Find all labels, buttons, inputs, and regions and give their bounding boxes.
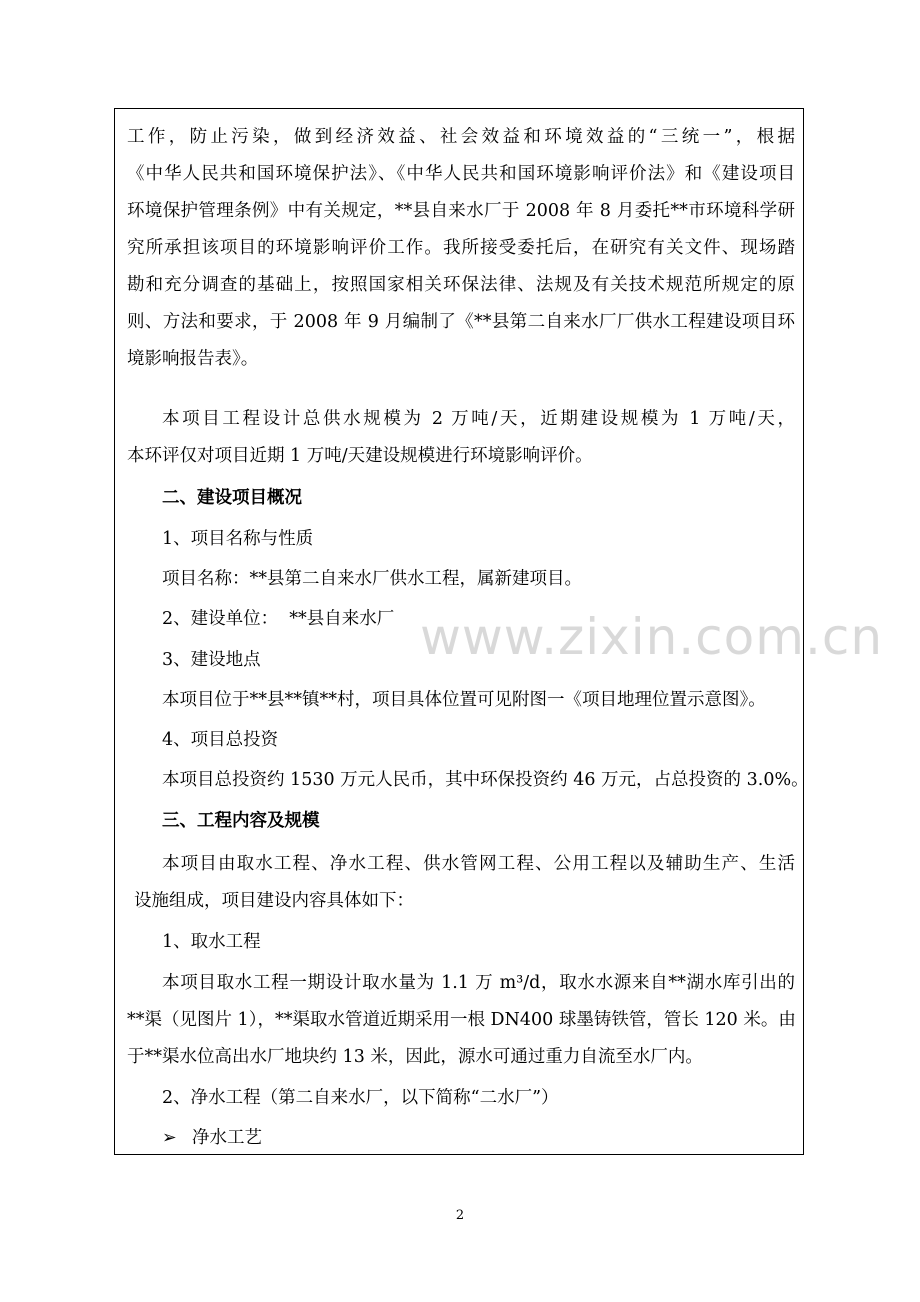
- intro-line-3: 环境保护管理条例》中有关规定，**县自来水厂于 2008 年 8 月委托**市环境科学研: [127, 201, 795, 221]
- intro-line-7: 境影响报告表》。: [127, 349, 259, 369]
- intro-line-6: 则、方法和要求，于 2008 年 9 月编制了《**县第二自来水厂厂供水工程建设项目环: [127, 312, 795, 332]
- section2-item4: 4、项目总投资: [162, 730, 279, 750]
- bullet-arrow-icon: ➢: [162, 1128, 177, 1148]
- page-number: 2: [455, 1208, 465, 1223]
- section2-item4-text: 本项目总投资约 1530 万元人民币，其中环保投资约 46 万元，占总投资的 3.0%。: [162, 770, 809, 790]
- section3-item1-line-1: 本项目取水工程一期设计取水量为 1.1 万 m³/d，取水水源来自**湖水库引出的: [162, 973, 795, 993]
- bullet-item: [162, 1127, 262, 1149]
- section3-item1-line-3: 于**渠水位高出水厂地块约 13 米，因此，源水可通过重力自流至水厂内。: [127, 1047, 703, 1067]
- bullet-text: 净水工艺: [192, 1128, 262, 1148]
- intro-line-4: 究所承担该项目的环境影响评价工作。我所接受委托后，在研究有关文件、现场踏: [127, 238, 795, 258]
- section2-heading: 二、建设项目概况: [162, 488, 302, 508]
- section2-item2: 2、建设单位： **县自来水厂: [162, 609, 395, 629]
- scale-line-1: 本项目工程设计总供水规模为 2 万吨/天，近期建设规模为 1 万吨/天，: [162, 409, 795, 429]
- section2-item1-text: 项目名称：**县第二自来水厂供水工程，属新建项目。: [162, 569, 582, 589]
- intro-line-5: 勘和充分调查的基础上，按照国家相关环保法律、法规及有关技术规范所规定的原: [127, 275, 795, 295]
- intro-line-1: 工作，防止污染，做到经济效益、社会效益和环境效益的“三统一”，根据: [127, 127, 795, 147]
- scale-line-2: 本环评仅对项目近期 1 万吨/天建设规模进行环境影响评价。: [127, 446, 593, 466]
- intro-line-2: 《中华人民共和国环境保护法》、《中华人民共和国环境影响评价法》和《建设项目: [127, 164, 795, 184]
- section3-item1-line-2: **渠（见图片 1），**渠取水管道近期采用一根 DN400 球墨铸铁管，管长 120 米。由: [127, 1010, 796, 1030]
- section2-item3: 3、建设地点: [162, 650, 261, 670]
- section3-intro-line-2: 设施组成，项目建设内容具体如下：: [134, 891, 414, 911]
- section3-item2: 2、净水工程（第二自来水厂，以下简称“二水厂”）: [162, 1088, 559, 1108]
- section2-item1: 1、项目名称与性质: [162, 529, 314, 549]
- watermark: www.zixin.com.cn: [420, 608, 884, 666]
- section3-intro-line-1: 本项目由取水工程、净水工程、供水管网工程、公用工程以及辅助生产、生活: [162, 854, 795, 874]
- section3-heading: 三、工程内容及规模: [162, 811, 320, 831]
- section3-item1: 1、取水工程: [162, 932, 261, 952]
- section2-item3-text: 本项目位于**县**镇**村，项目具体位置可见附图一《项目地理位置示意图》。: [162, 690, 766, 710]
